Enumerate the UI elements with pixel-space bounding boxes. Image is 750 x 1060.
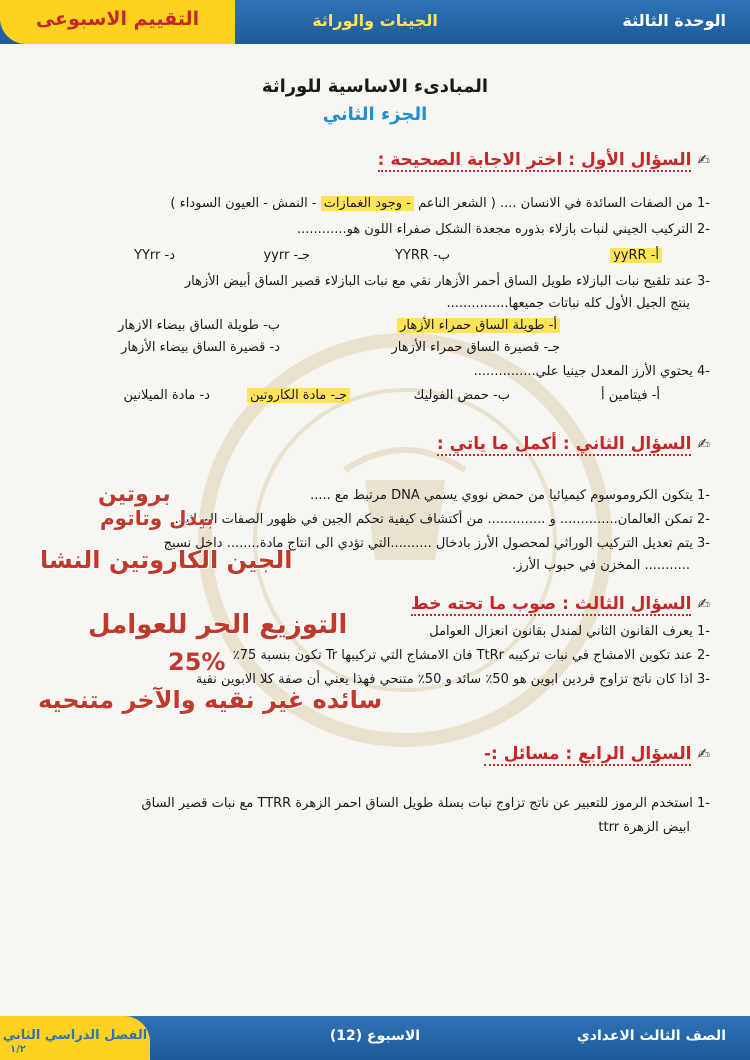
unit-label: الوحدة الثالثة <box>622 11 726 30</box>
chapter-title: الجينات والوراثة <box>312 11 438 30</box>
q2-item-1: -1 يتكون الكروموسوم كيميائيا من حمض نووي يسمي DNA مرتبط مع ..... <box>310 488 710 503</box>
q1-item-3-option-d: د- قصيرة الساق بيضاء الأزهار <box>121 340 280 355</box>
page-title: المبادىء الاساسية للوراثة <box>261 76 489 97</box>
q1-item-3-line2: ينتج الجيل الأول كله نباتات جميعها............... <box>446 296 690 311</box>
grade-label: الصف الثالث الاعدادي <box>576 1028 726 1044</box>
q3-item-3: -3 اذا كان ناتج تزاوج فردين ابوين هو 50٪ سائد و 50٪ متنحي فهذا يعني أن صفة كلا الابوين نقية <box>195 672 710 687</box>
semester-tag <box>0 1016 150 1060</box>
pen-icon: ✍ <box>697 151 710 169</box>
q1-item-1: -1 من الصفات السائدة في الانسان .... ( الشعر الناعم - وجود الغمازات - النمش - العيون السوداء ) <box>170 196 710 211</box>
q4-item-1: -1 استخدم الرموز للتعبير عن ناتج تزاوج نبات بسلة طويل الساق احمر الزهرة TTRR مع نبات قصير الساق <box>141 796 710 811</box>
pen-icon: ✍ <box>697 435 710 453</box>
question-3-heading: ✍السؤال الثالث : صوب ما تحته خط <box>411 594 710 614</box>
question-2-heading: ✍السؤال الثاني : أكمل ما ياتي : <box>436 434 710 454</box>
q1-item-4-option-d: د- مادة الميلانين <box>123 388 210 403</box>
pen-icon: ✍ <box>697 745 710 763</box>
handwritten-answer-2: بيدل وتاتوم <box>100 506 214 530</box>
question-1-heading: ✍السؤال الأول : اختر الاجابة الصحيحة : <box>377 150 710 170</box>
q1-item-4-option-a: أ- فيتامين أ <box>601 388 660 403</box>
question-4-heading: ✍السؤال الرابع : مسائل :- <box>483 744 710 764</box>
handwritten-answer-1: بروتين <box>98 482 171 507</box>
q1-item-2-option-a: أ- yyRR <box>610 248 662 263</box>
pen-icon: ✍ <box>697 595 710 613</box>
q2-item-3: -3 يتم تعديل التركيب الوراثي لمحصول الأرز بادخال ..........التي تؤدي الى انتاج مادة........ داخل نسيج <box>163 536 710 551</box>
q1-item-2-option-b: ب- YYRR <box>394 248 450 263</box>
q1-item-4-option-c: جـ- مادة الكاروتين <box>247 388 350 403</box>
q3-item-1: -1 يعرف القانون الثاني لمندل بقانون انعزال العوامل <box>429 624 710 639</box>
q3-item-2: -2 عند تكوين الامشاج في نبات تركيبه TtRr فان الامشاج التي تركيبها Tr تكون بنسبة 75٪ <box>232 648 710 663</box>
highlighted-answer: - وجود الغمازات <box>321 196 414 211</box>
handwritten-correction-1: التوزيع الحر للعوامل <box>88 610 348 640</box>
q1-item-3-option-a: أ- طويلة الساق حمراء الأزهار <box>397 318 560 333</box>
part-title: الجزء الثاني <box>322 104 428 125</box>
q1-item-4: -4 يحتوي الأرز المعدل جينيا علي............... <box>473 364 710 379</box>
q4-item-1-line2: ابيض الزهرة ttrr <box>598 820 690 835</box>
handwritten-correction-3: سائده غير نقيه والآخر متنحيه <box>38 686 383 714</box>
q1-item-4-option-b: ب- حمض الفوليك <box>413 388 510 403</box>
q1-item-2: -2 التركيب الجيني لنبات بازلاء بذوره مجعدة الشكل صفراء اللون هو............ <box>297 222 710 237</box>
q2-item-3-line2: ........... المخزن في حبوب الأرز. <box>512 558 690 573</box>
semester-label: الفصل الدراسي الثاني <box>2 1028 148 1043</box>
q1-item-3-option-b: ب- طويلة الساق بيضاء الازهار <box>118 318 280 333</box>
q1-item-2-option-c: جـ- yyrr <box>263 248 310 263</box>
handwritten-answer-3: الجين الكاروتين النشا <box>40 546 293 574</box>
weekly-assessment-tag <box>0 0 235 44</box>
handwritten-correction-2: 25% <box>168 648 226 676</box>
page-number: ١/٢ <box>10 1044 26 1055</box>
week-label: الاسبوع (12) <box>329 1028 421 1044</box>
q1-item-3: -3 عند تلقيح نبات البازلاء طويل الساق أحمر الأزهار نقي مع نبات البازلاء قصير الساق أبيض الأزهار <box>184 274 710 289</box>
weekly-assessment-label: التقييم الاسبوعى <box>35 8 200 30</box>
q2-item-2: -2 تمكن العالمان.............. و .............. من أكتشاف كيفية تحكم الجين في ظهور الصفات الوراثية. <box>174 512 710 527</box>
q1-item-3-option-c: جـ- قصيرة الساق حمراء الأزهار <box>391 340 560 355</box>
q1-item-2-option-d: د- YYrr <box>134 248 175 263</box>
